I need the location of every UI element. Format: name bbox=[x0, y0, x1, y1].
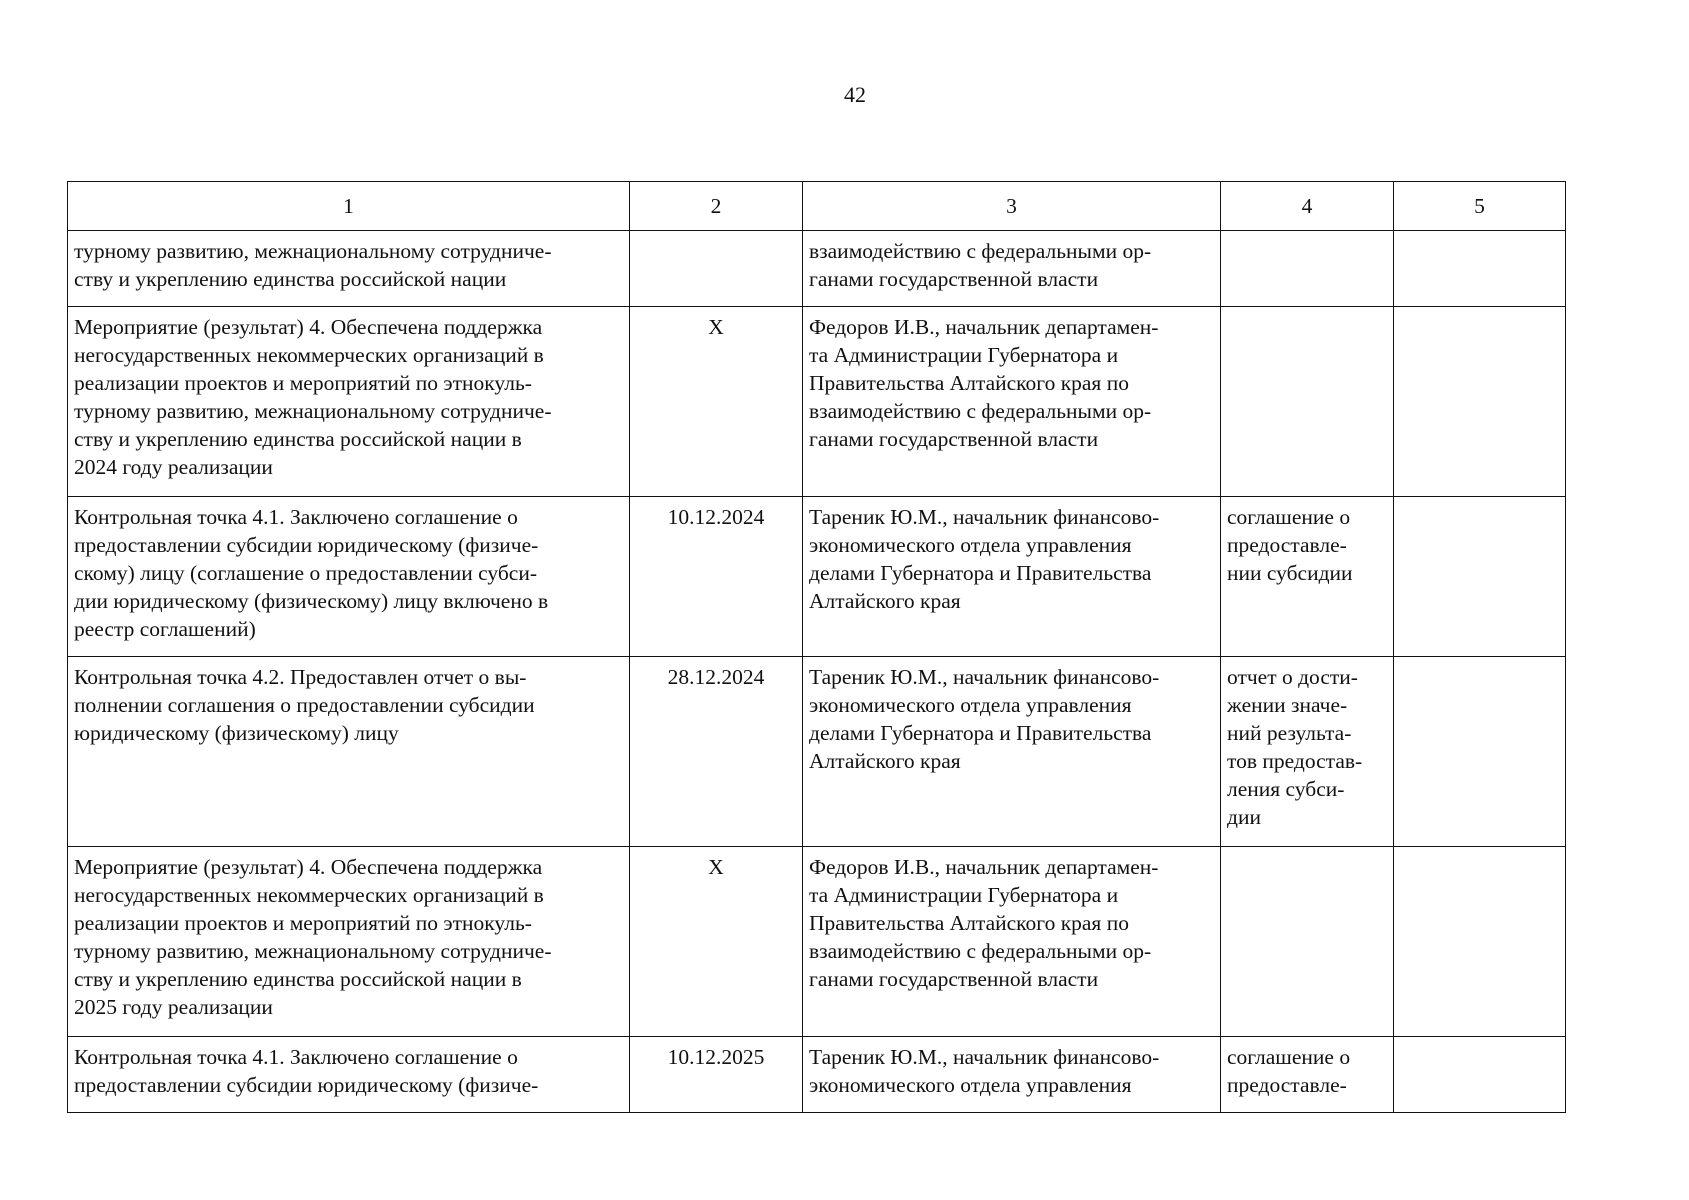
date-cell bbox=[630, 1037, 803, 1113]
date-cell bbox=[630, 497, 803, 657]
responsible-cell bbox=[803, 231, 1221, 307]
info-system-cell bbox=[1394, 497, 1566, 657]
info-system-cell bbox=[1394, 231, 1566, 307]
table-row bbox=[68, 231, 1566, 307]
date-cell bbox=[630, 657, 803, 847]
info-system-cell bbox=[1394, 307, 1566, 497]
responsible-text: Тареник Ю.М., начальник финансово- экономического отдела управления делами Губернатора и Правительства Алтайского края bbox=[809, 665, 1160, 773]
column-header-4: 4 bbox=[1221, 182, 1394, 231]
responsible-text: Тареник Ю.М., начальник финансово- экономического отдела управления bbox=[809, 1045, 1160, 1097]
responsible-cell bbox=[803, 847, 1221, 1037]
page-number: 42 bbox=[844, 82, 866, 107]
description-cell bbox=[68, 657, 630, 847]
date-cell bbox=[630, 231, 803, 307]
document-type-cell bbox=[1221, 1037, 1394, 1113]
description-text: турному развитию, межнациональному сотрудниче- ству и укреплению единства российской нации bbox=[74, 239, 552, 291]
document-type-text: отчет о дости- жении значе- ний результа- тов предостав- ления субси- дии bbox=[1227, 665, 1363, 829]
table-row bbox=[68, 307, 1566, 497]
info-system-cell bbox=[1394, 657, 1566, 847]
date-text: 10.12.2025 bbox=[667, 1045, 765, 1069]
date-text: 10.12.2024 bbox=[667, 505, 765, 529]
description-text: Контрольная точка 4.2. Предоставлен отчет о вы- полнении соглашения о предоставлении субсидии юридическому (физическому) лицу bbox=[74, 665, 535, 745]
document-type-text: соглашение о предоставле- нии субсидии bbox=[1227, 505, 1353, 585]
responsible-text: взаимодействию с федеральными ор- ганами государственной власти bbox=[809, 239, 1152, 291]
description-cell bbox=[68, 497, 630, 657]
table-header-row bbox=[68, 182, 1566, 231]
table-row bbox=[68, 657, 1566, 847]
description-text: Контрольная точка 4.1. Заключено соглашение о предоставлении субсидии юридическому (физиче- скому) лицу (соглашение о предоставлении субси- дии юридическому (физическому) лицу включено в реестр соглашений) bbox=[74, 505, 549, 641]
date-cell bbox=[630, 307, 803, 497]
document-table bbox=[67, 181, 1566, 1113]
document-type-cell bbox=[1221, 497, 1394, 657]
column-header-2: 2 bbox=[630, 182, 803, 231]
info-system-cell bbox=[1394, 847, 1566, 1037]
responsible-text: Федоров И.В., начальник департамен- та Администрации Губернатора и Правительства Алтайского края по взаимодействию с федеральными ор- ганами государственной власти bbox=[809, 855, 1159, 991]
column-header-1: 1 bbox=[68, 182, 630, 231]
responsible-cell bbox=[803, 1037, 1221, 1113]
document-type-cell bbox=[1221, 657, 1394, 847]
document-type-text: соглашение о предоставле- bbox=[1227, 1045, 1351, 1097]
date-cell bbox=[630, 847, 803, 1037]
responsible-cell bbox=[803, 497, 1221, 657]
description-cell bbox=[68, 847, 630, 1037]
description-text: Контрольная точка 4.1. Заключено соглашение о предоставлении субсидии юридическому (физиче- bbox=[74, 1045, 539, 1097]
description-cell bbox=[68, 231, 630, 307]
date-text: Х bbox=[708, 855, 724, 879]
info-system-cell bbox=[1394, 1037, 1566, 1113]
date-text: 28.12.2024 bbox=[667, 665, 765, 689]
table-row bbox=[68, 847, 1566, 1037]
responsible-cell bbox=[803, 307, 1221, 497]
description-cell bbox=[68, 1037, 630, 1113]
table-row bbox=[68, 497, 1566, 657]
date-text: Х bbox=[708, 315, 724, 339]
column-header-3: 3 bbox=[803, 182, 1221, 231]
column-header-5: 5 bbox=[1394, 182, 1566, 231]
responsible-cell bbox=[803, 657, 1221, 847]
description-cell bbox=[68, 307, 630, 497]
description-text: Мероприятие (результат) 4. Обеспечена поддержка негосударственных некоммерческих организаций в реализации проектов и мероприятий по этнокуль- турному развитию, межнациональному сотрудниче- ству и укреплению единства российской нации в 2025 году реализации bbox=[74, 855, 552, 1019]
description-text: Мероприятие (результат) 4. Обеспечена поддержка негосударственных некоммерческих организаций в реализации проектов и мероприятий по этнокуль- турному развитию, межнациональному сотрудниче- ству и укреплению единства российской нации в 2024 году реализации bbox=[74, 315, 552, 479]
responsible-text: Федоров И.В., начальник департамен- та Администрации Губернатора и Правительства Алтайского края по взаимодействию с федеральными ор- ганами государственной власти bbox=[809, 315, 1159, 451]
document-type-cell bbox=[1221, 847, 1394, 1037]
table-row bbox=[68, 1037, 1566, 1113]
document-type-cell bbox=[1221, 231, 1394, 307]
responsible-text: Тареник Ю.М., начальник финансово- экономического отдела управления делами Губернатора и Правительства Алтайского края bbox=[809, 505, 1160, 613]
document-type-cell bbox=[1221, 307, 1394, 497]
